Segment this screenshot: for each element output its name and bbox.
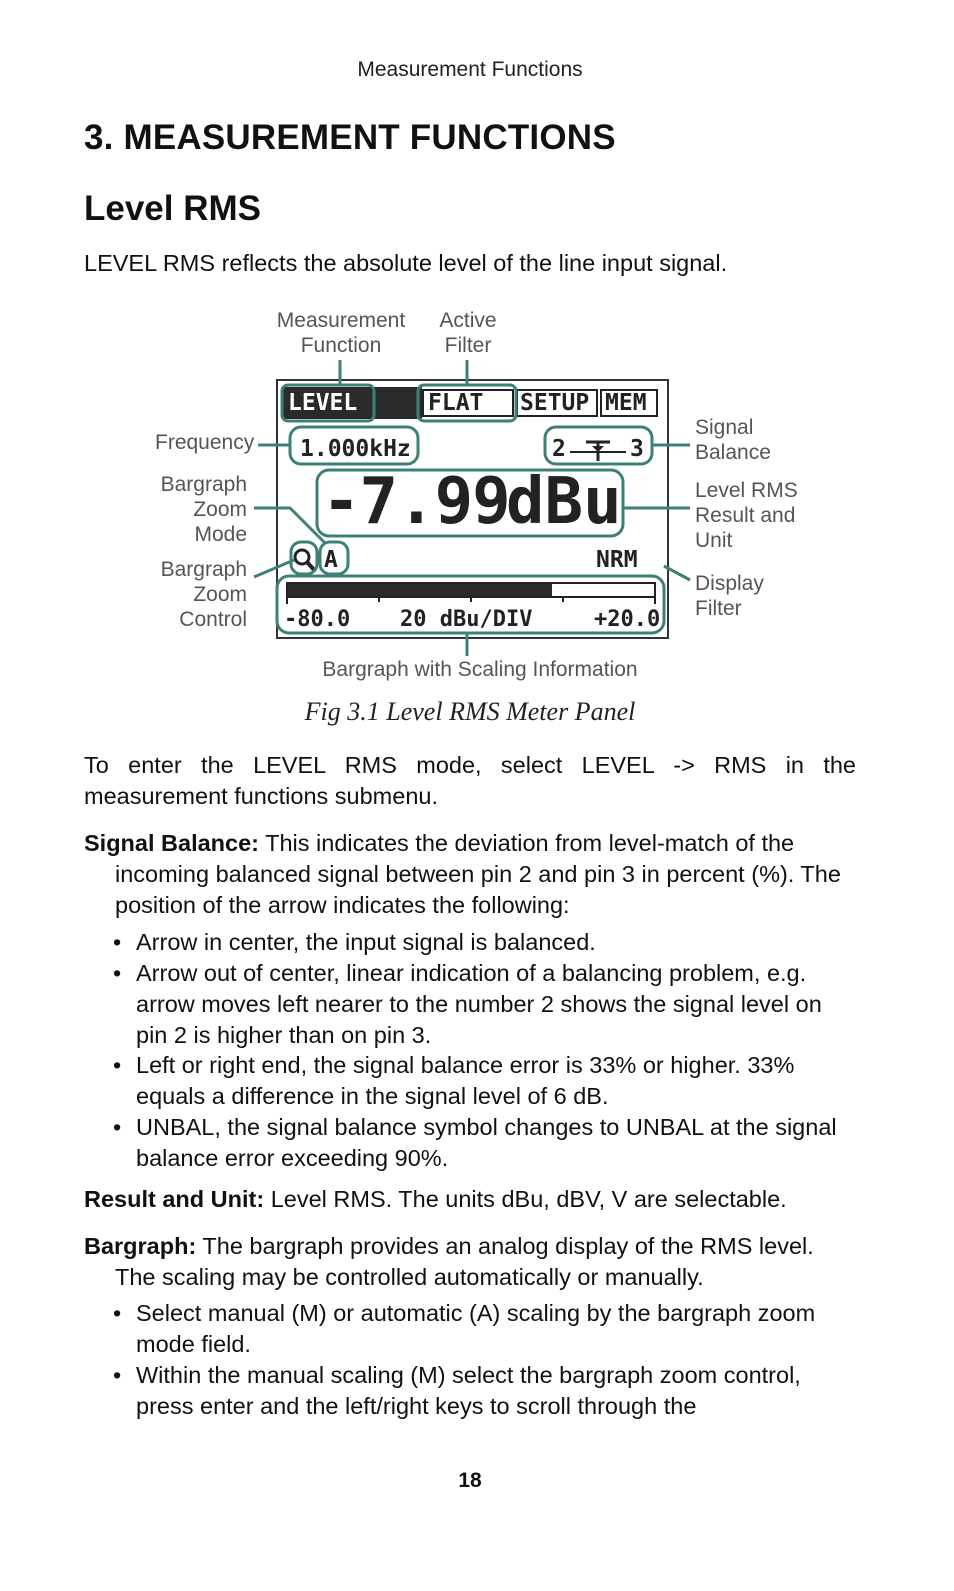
result-unit-term: Result and Unit: <box>84 1186 265 1212</box>
section-title: Level RMS <box>84 189 261 228</box>
label-bargraph-scaling: Bargraph with Scaling Information <box>322 658 638 681</box>
list-item: • Select manual (M) or automatic (A) scaling by the bargraph zoom mode field. <box>113 1300 816 1357</box>
list-item: • UNBAL, the signal balance symbol changes to UNBAL at the signal balance error exceeding 90%. <box>113 1114 837 1171</box>
signal-balance-term: Signal Balance: <box>84 830 259 856</box>
chapter-title: 3. MEASUREMENT FUNCTIONS <box>84 118 616 157</box>
bargraph-div[interactable]: 20 dBu/DIV <box>400 607 533 632</box>
label-signal-balance: Signal Balance <box>695 416 771 464</box>
lcd-screen <box>276 379 669 639</box>
running-header: Measurement Functions <box>357 58 583 81</box>
display-filter[interactable]: NRM <box>596 547 638 573</box>
bargraph-max: +20.0 <box>594 607 661 632</box>
frequency-readout[interactable]: 1.000kHz <box>300 436 411 462</box>
label-display-filter: Display Filter <box>695 572 764 620</box>
label-level-result: Level RMS Result and Unit <box>695 479 798 552</box>
label-bargraph-zoom-mode: Bargraph Zoom Mode <box>160 473 247 546</box>
enter-mode-paragraph: To enter the LEVEL RMS mode, select LEVEL -> RMS in the measurement functions submenu. <box>84 752 856 809</box>
balance-pin3: 3 <box>630 436 644 462</box>
signal-balance-text: This indicates the deviation from level-match of the incoming balanced signal between pin 2 and pin 3 in percent (%). The position of the arrow indicates the following: <box>115 830 841 918</box>
menu-level[interactable]: LEVEL <box>288 390 358 416</box>
label-frequency: Frequency <box>155 431 255 454</box>
bargraph-ticks <box>286 598 656 604</box>
bargraph-term: Bargraph: <box>84 1233 197 1259</box>
result-unit-paragraph: Result and Unit: Level RMS. The units dBu, dBV, V are selectable. <box>84 1186 787 1212</box>
balance-pin2: 2 <box>552 436 566 462</box>
bargraph-track <box>286 582 656 598</box>
label-bargraph-zoom-control: Bargraph Zoom Control <box>160 558 247 631</box>
menu-setup[interactable]: SETUP <box>520 390 590 416</box>
list-item: • Left or right end, the signal balance error is 33% or higher. 33% equals a difference in the signal level of 6 dB. <box>113 1052 795 1109</box>
result-unit[interactable]: dBu <box>506 465 622 539</box>
list-item: • Within the manual scaling (M) select the bargraph zoom control, press enter and the left/right keys to scroll through the <box>113 1362 801 1419</box>
bargraph-min: -80.0 <box>284 607 351 632</box>
list-item: • Arrow out of center, linear indication of a balancing problem, e.g. arrow moves left nearer to the number 2 shows the signal level on pin 2 is higher than on pin 3. <box>113 960 822 1048</box>
signal-balance-paragraph <box>84 828 856 921</box>
label-active-filter: Active Filter <box>439 309 497 357</box>
page-number: 18 <box>458 1469 482 1492</box>
label-measurement-function: Measurement Function <box>276 309 406 357</box>
intro-paragraph: LEVEL RMS reflects the absolute level of the line input signal. <box>84 250 728 276</box>
balance-arrow-icon <box>568 437 628 463</box>
bargraph-fill <box>288 584 552 596</box>
bargraph-paragraph: Bargraph: The bargraph provides an analog display of the RMS level. The scaling may be controlled automatically or manually. <box>84 1233 814 1290</box>
menu-flat[interactable]: FLAT <box>428 390 484 416</box>
list-item: • Arrow in center, the input signal is balanced. <box>113 929 596 955</box>
figure-caption: Fig 3.1 Level RMS Meter Panel <box>304 697 636 726</box>
result-value: -7.99 <box>322 465 510 539</box>
zoom-magnifier-icon[interactable] <box>292 547 318 575</box>
menu-mem[interactable]: MEM <box>605 390 647 416</box>
zoom-mode[interactable]: A <box>324 547 338 573</box>
